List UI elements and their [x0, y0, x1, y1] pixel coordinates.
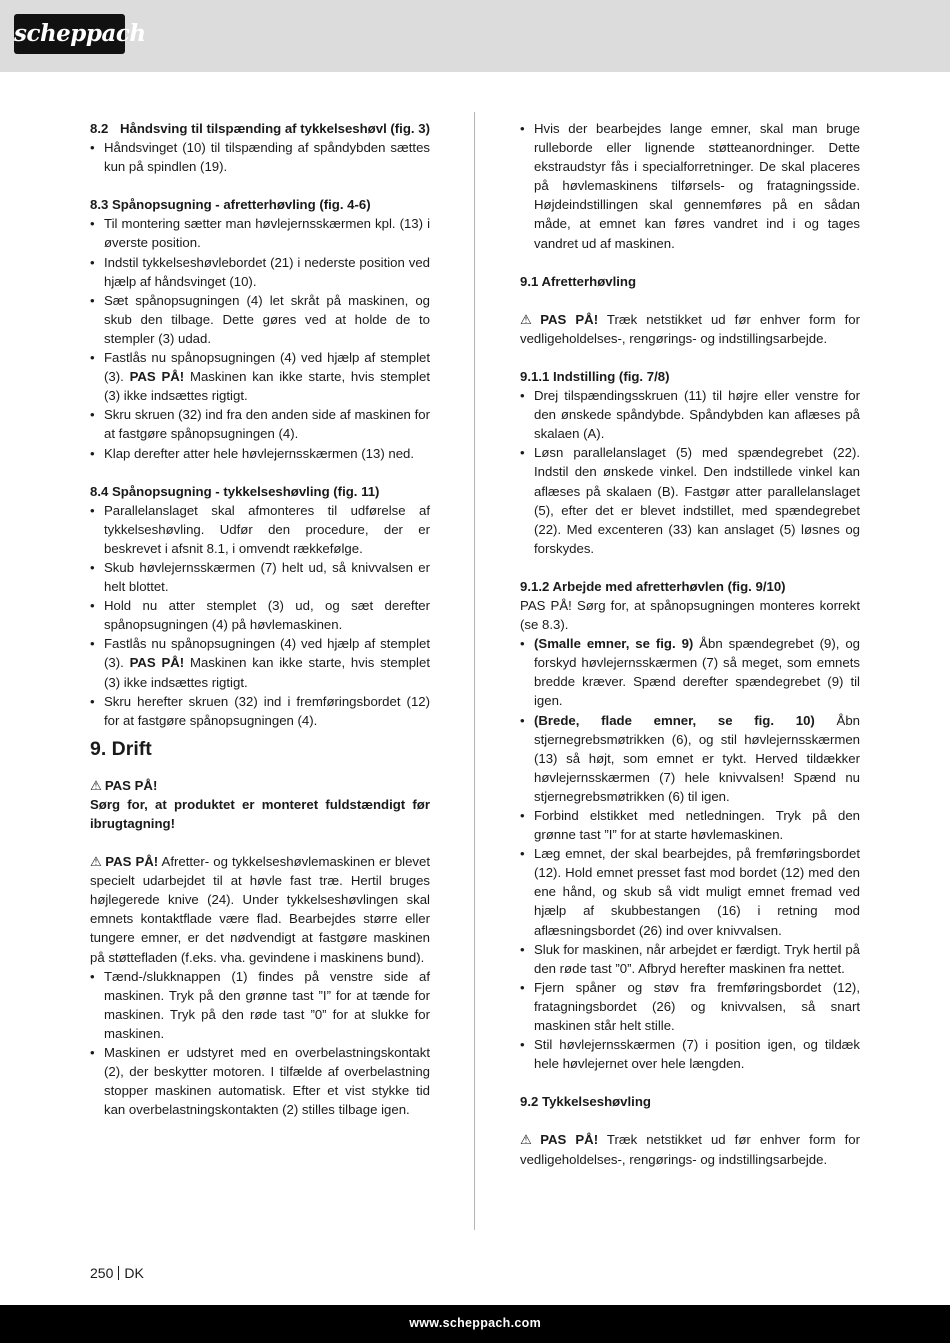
- warning-label: ⚠ PAS PÅ!: [90, 777, 158, 793]
- list-item: • Til montering sætter man høvlejernsskærmen kpl. (13) i øverste position.: [90, 216, 430, 251]
- section-9-1-1-heading: 9.1.1 Indstilling (fig. 7/8): [520, 368, 670, 384]
- list-item: • Hvis der bearbejdes lange emner, skal man bruge rulleborde eller lignende støtteanordninger. Dette ekstraudstyr fås i specialforretninger. De skal placeres på høvlemaskinens tilførsels- og fratagningsside. Højdeindstillingen skal gennemføres på en sådan måde, at emnet kan føres vandret ind i og tages vandret ud af maskinen.: [520, 121, 860, 251]
- warning-paragraph: ⚠ PAS PÅ! Afretter- og tykkelseshøvlemaskinen er blevet specielt udarbejdet til at høvle fast træ. Hertil bruges højlegerede knive (24). Under tykkelseshøvlingen skal emnets kontaktflade være flad. Bearbejdes større eller tungere emner, er det nødvendigt at fastgøre maskinen på støttefladen (f.eks. vha. gevindene i maskinens bund).: [90, 854, 431, 965]
- section-9-heading: 9. Drift: [90, 737, 152, 760]
- list-item: • Drej tilspændingsskruen (11) til højre eller venstre for den ønskede spåndybde. Spåndybden kan aflæses på skalaen (A).: [520, 388, 860, 442]
- page-header: [0, 0, 950, 72]
- list-item: • Fastlås nu spånopsugningen (4) ved hjælp af stemplet (3). PAS PÅ! Maskinen kan ikke starte, hvis stemplet (3) ikke indsættes rigtigt.: [90, 350, 430, 404]
- page-number: 250 DK: [90, 1265, 144, 1281]
- list-item: • Skru herefter skruen (32) ind i fremføringsbordet (12) for at fastgøre spånopsugningen (4).: [90, 693, 430, 728]
- section-9-1-2-heading: 9.1.2 Arbejde med afretterhøvlen (fig. 9/10): [520, 578, 786, 594]
- page-footer: [0, 1305, 950, 1343]
- list-item: • Indstil tykkelseshøvlebordet (21) i nederste position ved hjælp af håndsvinget (10).: [90, 254, 430, 289]
- list-item: • Løsn parallelanslaget (5) med spændegrebet (22). Indstil den ønskede vinkel. Den indstillede vinkel kan aflæses på skalaen (B). Fastgør atter parallelanslaget (5), efter det er blevet indstillet, med spændegrebet (22). Med excenteren (33) kan anslaget (5) løsnes og forskydes.: [520, 445, 860, 556]
- list-item: • Sæt spånopsugningen (4) let skråt på maskinen, og skub den tilbage. Dette gøres ved at holde de to stempler (3) udad.: [90, 292, 430, 346]
- column-divider: [474, 112, 475, 1230]
- list-item: • Sluk for maskinen, når arbejdet er færdigt. Tryk hertil på den røde tast ”0”. Afbryd herefter maskinen fra nettet.: [520, 941, 860, 976]
- warning-paragraph: ⚠ PAS PÅ! Træk netstikket ud før enhver form for vedligeholdelses-, rengørings- og indstillingsarbejde.: [520, 311, 860, 346]
- warning-icon: ⚠: [90, 854, 103, 870]
- list-item: • Stil høvlejernsskærmen (7) i position igen, og tildæk hele høvlejernet over hele længden.: [520, 1037, 860, 1072]
- list-item: • Forbind elstikket med netledningen. Tryk på den grønne tast ”I” for at starte høvlemaskinen.: [520, 808, 860, 843]
- warning-icon: ⚠: [90, 777, 102, 793]
- website-link[interactable]: www.scheppach.com: [409, 1316, 541, 1330]
- section-8-2-heading: 8.2 Håndsving til tilspænding af tykkelseshøvl (fig. 3): [90, 121, 430, 136]
- left-column: [90, 119, 430, 1119]
- list-item: • (Smalle emner, se fig. 9) Åbn spændegrebet (9), og forskyd høvlejernsskærmen (7) så meget, som emnets bredde kræver. Spænd derefter spændegrebet (9) til igen.: [520, 636, 860, 709]
- list-item: • Skub høvlejernsskærmen (7) helt ud, så knivvalsen er helt blottet.: [90, 559, 430, 595]
- list-item: • Læg emnet, der skal bearbejdes, på fremføringsbordet (12). Hold emnet presset fast mod bordet (12) med den ene hånd, og skub så vidt muligt emnet fremad ved hjælp af skubbestangen (16) i retning mod aflæsningsbordet (26) ind over knivvalsen.: [520, 846, 860, 938]
- list-item: • Skru skruen (32) ind fra den anden side af maskinen for at fastgøre spånopsugningen (4).: [90, 407, 430, 442]
- warning-text: Sørg for, at produktet er monteret fuldstændigt før ibrugtagning!: [90, 796, 430, 831]
- list-item: • Parallelanslaget skal afmonteres til udførelse af tykkelseshøvling. Udfør den procedure, der er beskrevet i afsnit 8.1, i omvendt rækkefølge.: [90, 502, 430, 556]
- right-column: [520, 119, 860, 1169]
- section-intro: PAS PÅ! Sørg for, at spånopsugningen monteres korrekt (se 8.3).: [520, 597, 860, 633]
- section-8-3-heading: 8.3 Spånopsugning - afretterhøvling (fig. 4-6): [90, 197, 371, 213]
- warning-icon: ⚠: [520, 311, 538, 327]
- list-item: • Tænd-/slukknappen (1) findes på venstre side af maskinen. Tryk på den grønne tast ”I” for at tænde for maskinen. Tryk på den røde tast ”0” for at slukke for maskinen.: [90, 968, 430, 1041]
- list-item: • (Brede, flade emner, se fig. 10) Åbn stjernegrebsmøtrikken (6), og stil høvlejernsskærmen (13) så højt, som emnet er tykt. Herved tildækker høvlejernsskærmen (7) hele knivvalsen! Spænd nu stjernegrebsmøtrikken (6) til igen.: [520, 712, 860, 804]
- list-item: • Fastlås nu spånopsugningen (4) ved hjælp af stemplet (3). PAS PÅ! Maskinen kan ikke starte, hvis stemplet (3) ikke indsættes rigtigt.: [90, 636, 430, 690]
- list-item: • Maskinen er udstyret med en overbelastningskontakt (2), der beskytter motoren. I tilfælde af overbelastning stopper maskinen automatisk. Efter et vist stykke tid kan overbelastningskontakten (2) stilles tilbage igen.: [90, 1045, 430, 1118]
- list-item: • Fjern spåner og støv fra fremføringsbordet (12), fratagningsbordet (26) og knivvalsen, så snart maskinen står helt stille.: [520, 979, 860, 1034]
- section-9-2-heading: 9.2 Tykkelseshøvling: [520, 1094, 651, 1110]
- list-item: • Klap derefter atter hele høvlejernsskærmen (13) ned.: [90, 445, 415, 461]
- list-item: • Hold nu atter stemplet (3) ud, og sæt derefter spånopsugningen (4) på høvlemaskinen.: [90, 598, 430, 633]
- scheppach-logo: scheppach: [14, 14, 125, 54]
- warning-icon: ⚠: [520, 1132, 538, 1148]
- list-item: • Håndsvinget (10) til tilspænding af spåndybden sættes kun på spindlen (19).: [90, 140, 430, 175]
- section-9-1-heading: 9.1 Afretterhøvling: [520, 273, 637, 289]
- warning-paragraph: ⚠ PAS PÅ! Træk netstikket ud før enhver form for vedligeholdelses-, rengørings- og indstillingsarbejde.: [520, 1132, 860, 1167]
- section-8-4-heading: 8.4 Spånopsugning - tykkelseshøvling (fig. 11): [90, 483, 380, 499]
